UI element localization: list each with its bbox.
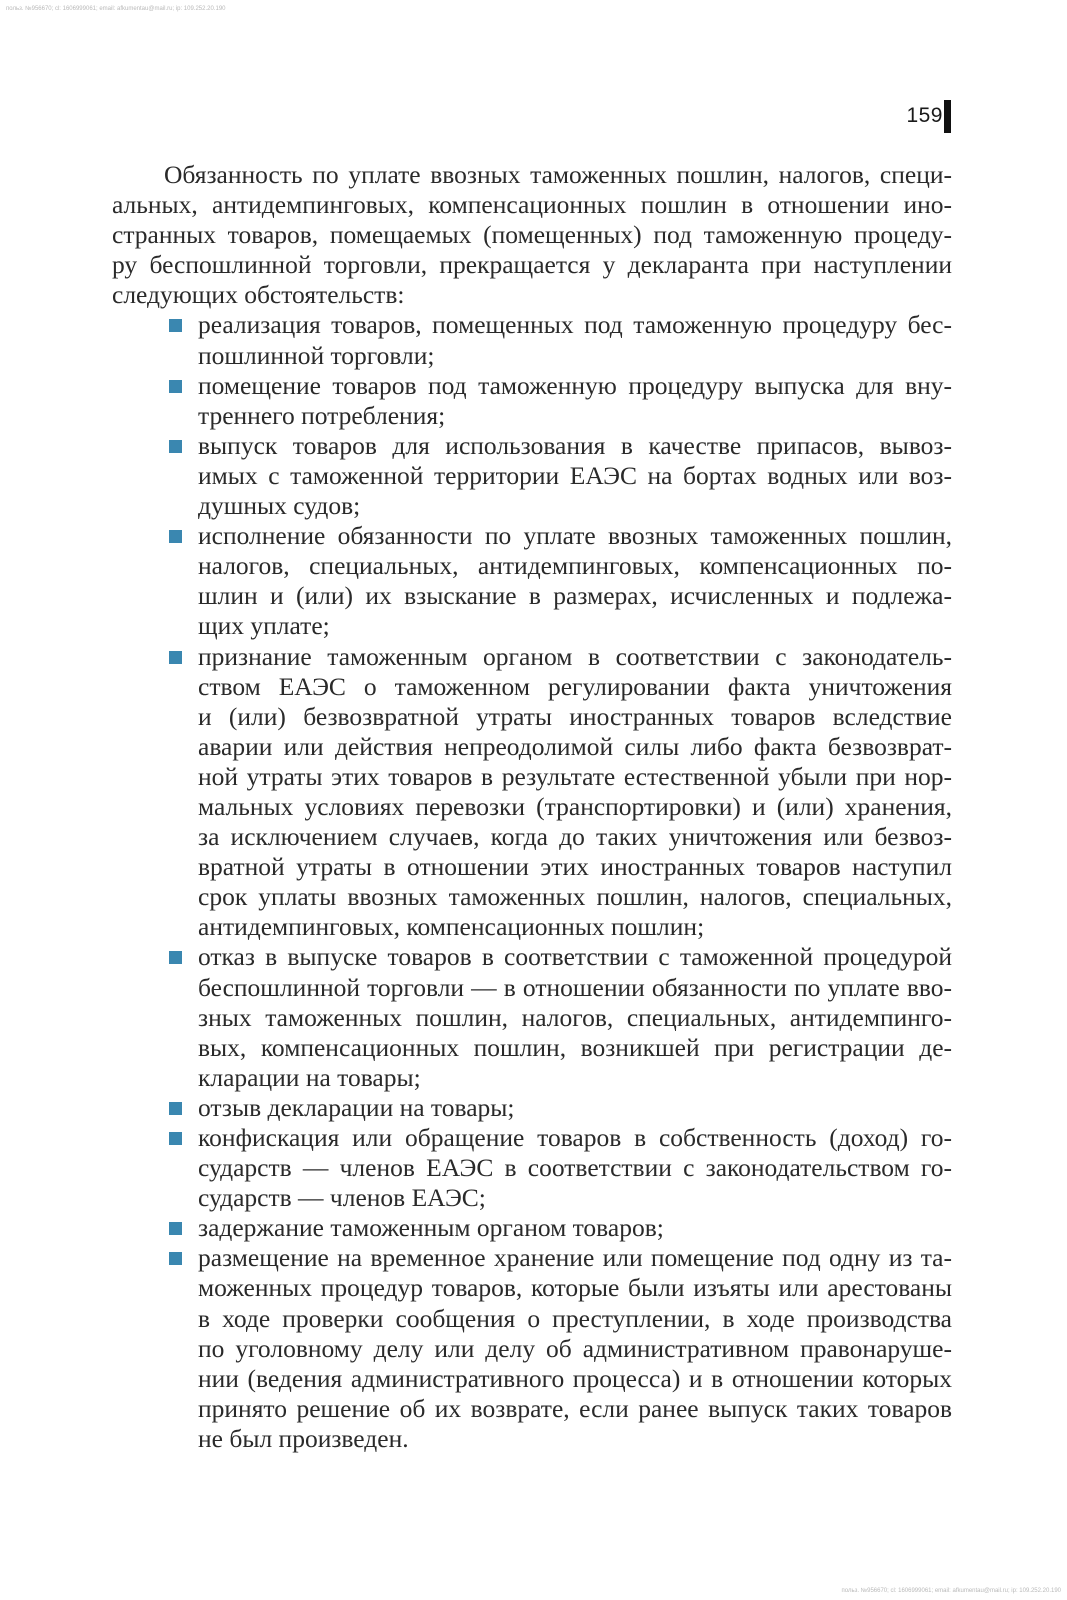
list-item-line: сударств — членов ЕАЭС в соответствии с законодательством го- xyxy=(198,1153,952,1183)
list-item xyxy=(112,521,952,641)
square-bullet-icon xyxy=(169,319,182,332)
list-item-line: сударств — членов ЕАЭС; xyxy=(198,1183,486,1213)
list-item xyxy=(112,1093,952,1123)
list-item-line: по уголовному делу или делу об административном правонаруше- xyxy=(198,1333,952,1363)
list-item-line: ной утраты этих товаров в результате естественной убыли при нор- xyxy=(198,761,952,791)
square-bullet-icon xyxy=(169,380,182,393)
paragraph-line: альных, антидемпинговых, компенсационных пошлин в отношении ино- xyxy=(112,190,952,220)
list-item xyxy=(112,431,952,521)
circumstances-list xyxy=(112,310,952,1454)
list-item-line: ством ЕАЭС о таможенном регулировании факта уничтожения xyxy=(198,671,952,701)
list-item xyxy=(112,942,952,1092)
paragraph-line: Обязанность по уплате ввозных таможенных пошлин, налогов, специ- xyxy=(164,160,952,189)
square-bullet-icon xyxy=(169,530,182,543)
square-bullet-icon xyxy=(169,1132,182,1145)
list-item-line: за исключением случаев, когда до таких уничтожения или безвоз- xyxy=(198,822,952,852)
page-body xyxy=(112,160,952,1454)
list-item-line: помещение товаров под таможенную процедуру выпуска для вну- xyxy=(198,370,952,400)
list-item-line: выпуск товаров для использования в качестве припасов, вывоз- xyxy=(198,430,952,460)
list-item-line: вратной утраты в отношении этих иностранных товаров наступил xyxy=(198,852,952,882)
list-item-line: размещение на временное хранение или помещение под одну из та- xyxy=(198,1243,952,1273)
list-item-line: в ходе проверки сообщения о преступлении, в ходе производства xyxy=(198,1303,952,1333)
square-bullet-icon xyxy=(169,651,182,664)
list-item-line: треннего потребления; xyxy=(198,400,446,430)
page-number-marker xyxy=(944,100,951,133)
list-item-line: отказ в выпуске товаров в соответствии с таможенной процедурой xyxy=(198,942,952,972)
square-bullet-icon xyxy=(169,951,182,964)
list-item-line: принято решение об их возврате, если ранее выпуск таких товаров xyxy=(198,1393,952,1423)
list-item-line: душных судов; xyxy=(198,491,361,521)
page-number: 159 xyxy=(906,104,943,127)
list-item-line: кларации на товары; xyxy=(198,1062,421,1092)
list-item-line: имых с таможенной территории ЕАЭС на бортах водных или воз- xyxy=(198,460,952,490)
watermark-top: польз. №956670; cl: 1606999061; email: afkumentau@mail.ru; ip: 109.252.20.190 xyxy=(6,6,226,12)
list-item-line: задержание таможенным органом товаров; xyxy=(198,1213,664,1243)
list-item xyxy=(112,1243,952,1454)
list-item-line: срок уплаты ввозных таможенных пошлин, налогов, специальных, xyxy=(198,882,952,912)
list-item-line: аварии или действия непреодолимой силы либо факта безвозврат- xyxy=(198,731,952,761)
list-item xyxy=(112,1123,952,1213)
list-item-line: налогов, специальных, антидемпинговых, компенсационных по- xyxy=(198,551,952,581)
square-bullet-icon xyxy=(169,1252,182,1265)
list-item-line: шлин и (или) их взыскание в размерах, исчисленных и подлежа- xyxy=(198,581,952,611)
list-item-line: мальных условиях перевозки (транспортировки) и (или) хранения, xyxy=(198,791,952,821)
square-bullet-icon xyxy=(169,1102,182,1115)
list-item-line: нии (ведения административного процесса) и в отношении которых xyxy=(198,1363,952,1393)
list-item-line: моженных процедур товаров, которые были изъяты или арестованы xyxy=(198,1273,952,1303)
list-item xyxy=(112,642,952,943)
list-item-line: антидемпинговых, компенсационных пошлин; xyxy=(198,912,705,942)
list-item-line: реализация товаров, помещенных под таможенную процедуру бес- xyxy=(198,310,952,340)
list-item xyxy=(112,1213,952,1243)
list-item-line: пошлинной торговли; xyxy=(198,340,435,370)
list-item-line: исполнение обязанности по уплате ввозных таможенных пошлин, xyxy=(198,521,952,551)
square-bullet-icon xyxy=(169,440,182,453)
list-item-line: и (или) безвозвратной утраты иностранных товаров вследствие xyxy=(198,701,952,731)
list-item-line: беспошлинной торговли — в отношении обязанности по уплате вво- xyxy=(198,972,952,1002)
watermark-bottom: польз. №956670; cl: 1606999061; email: afkumentau@mail.ru; ip: 109.252.20.190 xyxy=(841,1588,1061,1594)
list-item-line: не был произведен. xyxy=(198,1423,409,1453)
list-item-line: конфискация или обращение товаров в собственность (доход) го- xyxy=(198,1123,952,1152)
list-item xyxy=(112,310,952,370)
list-item-line: зных таможенных пошлин, налогов, специальных, антидемпинго- xyxy=(198,1002,952,1032)
paragraph-line: следующих обстоятельств: xyxy=(112,280,405,310)
list-item-line: щих уплате; xyxy=(198,611,330,641)
list-item xyxy=(112,371,952,431)
list-item-line: признание таможенным органом в соответствии с законодатель- xyxy=(198,641,952,671)
paragraph-line: ру беспошлинной торговли, прекращается у декларанта при наступлении xyxy=(112,250,952,280)
intro-paragraph xyxy=(112,160,952,310)
list-item-line: отзыв декларации на товары; xyxy=(198,1092,515,1122)
list-item-line: вых, компенсационных пошлин, возникшей при регистрации де- xyxy=(198,1032,952,1062)
square-bullet-icon xyxy=(169,1222,182,1235)
paragraph-line: странных товаров, помещаемых (помещенных) под таможенную процеду- xyxy=(112,220,952,250)
